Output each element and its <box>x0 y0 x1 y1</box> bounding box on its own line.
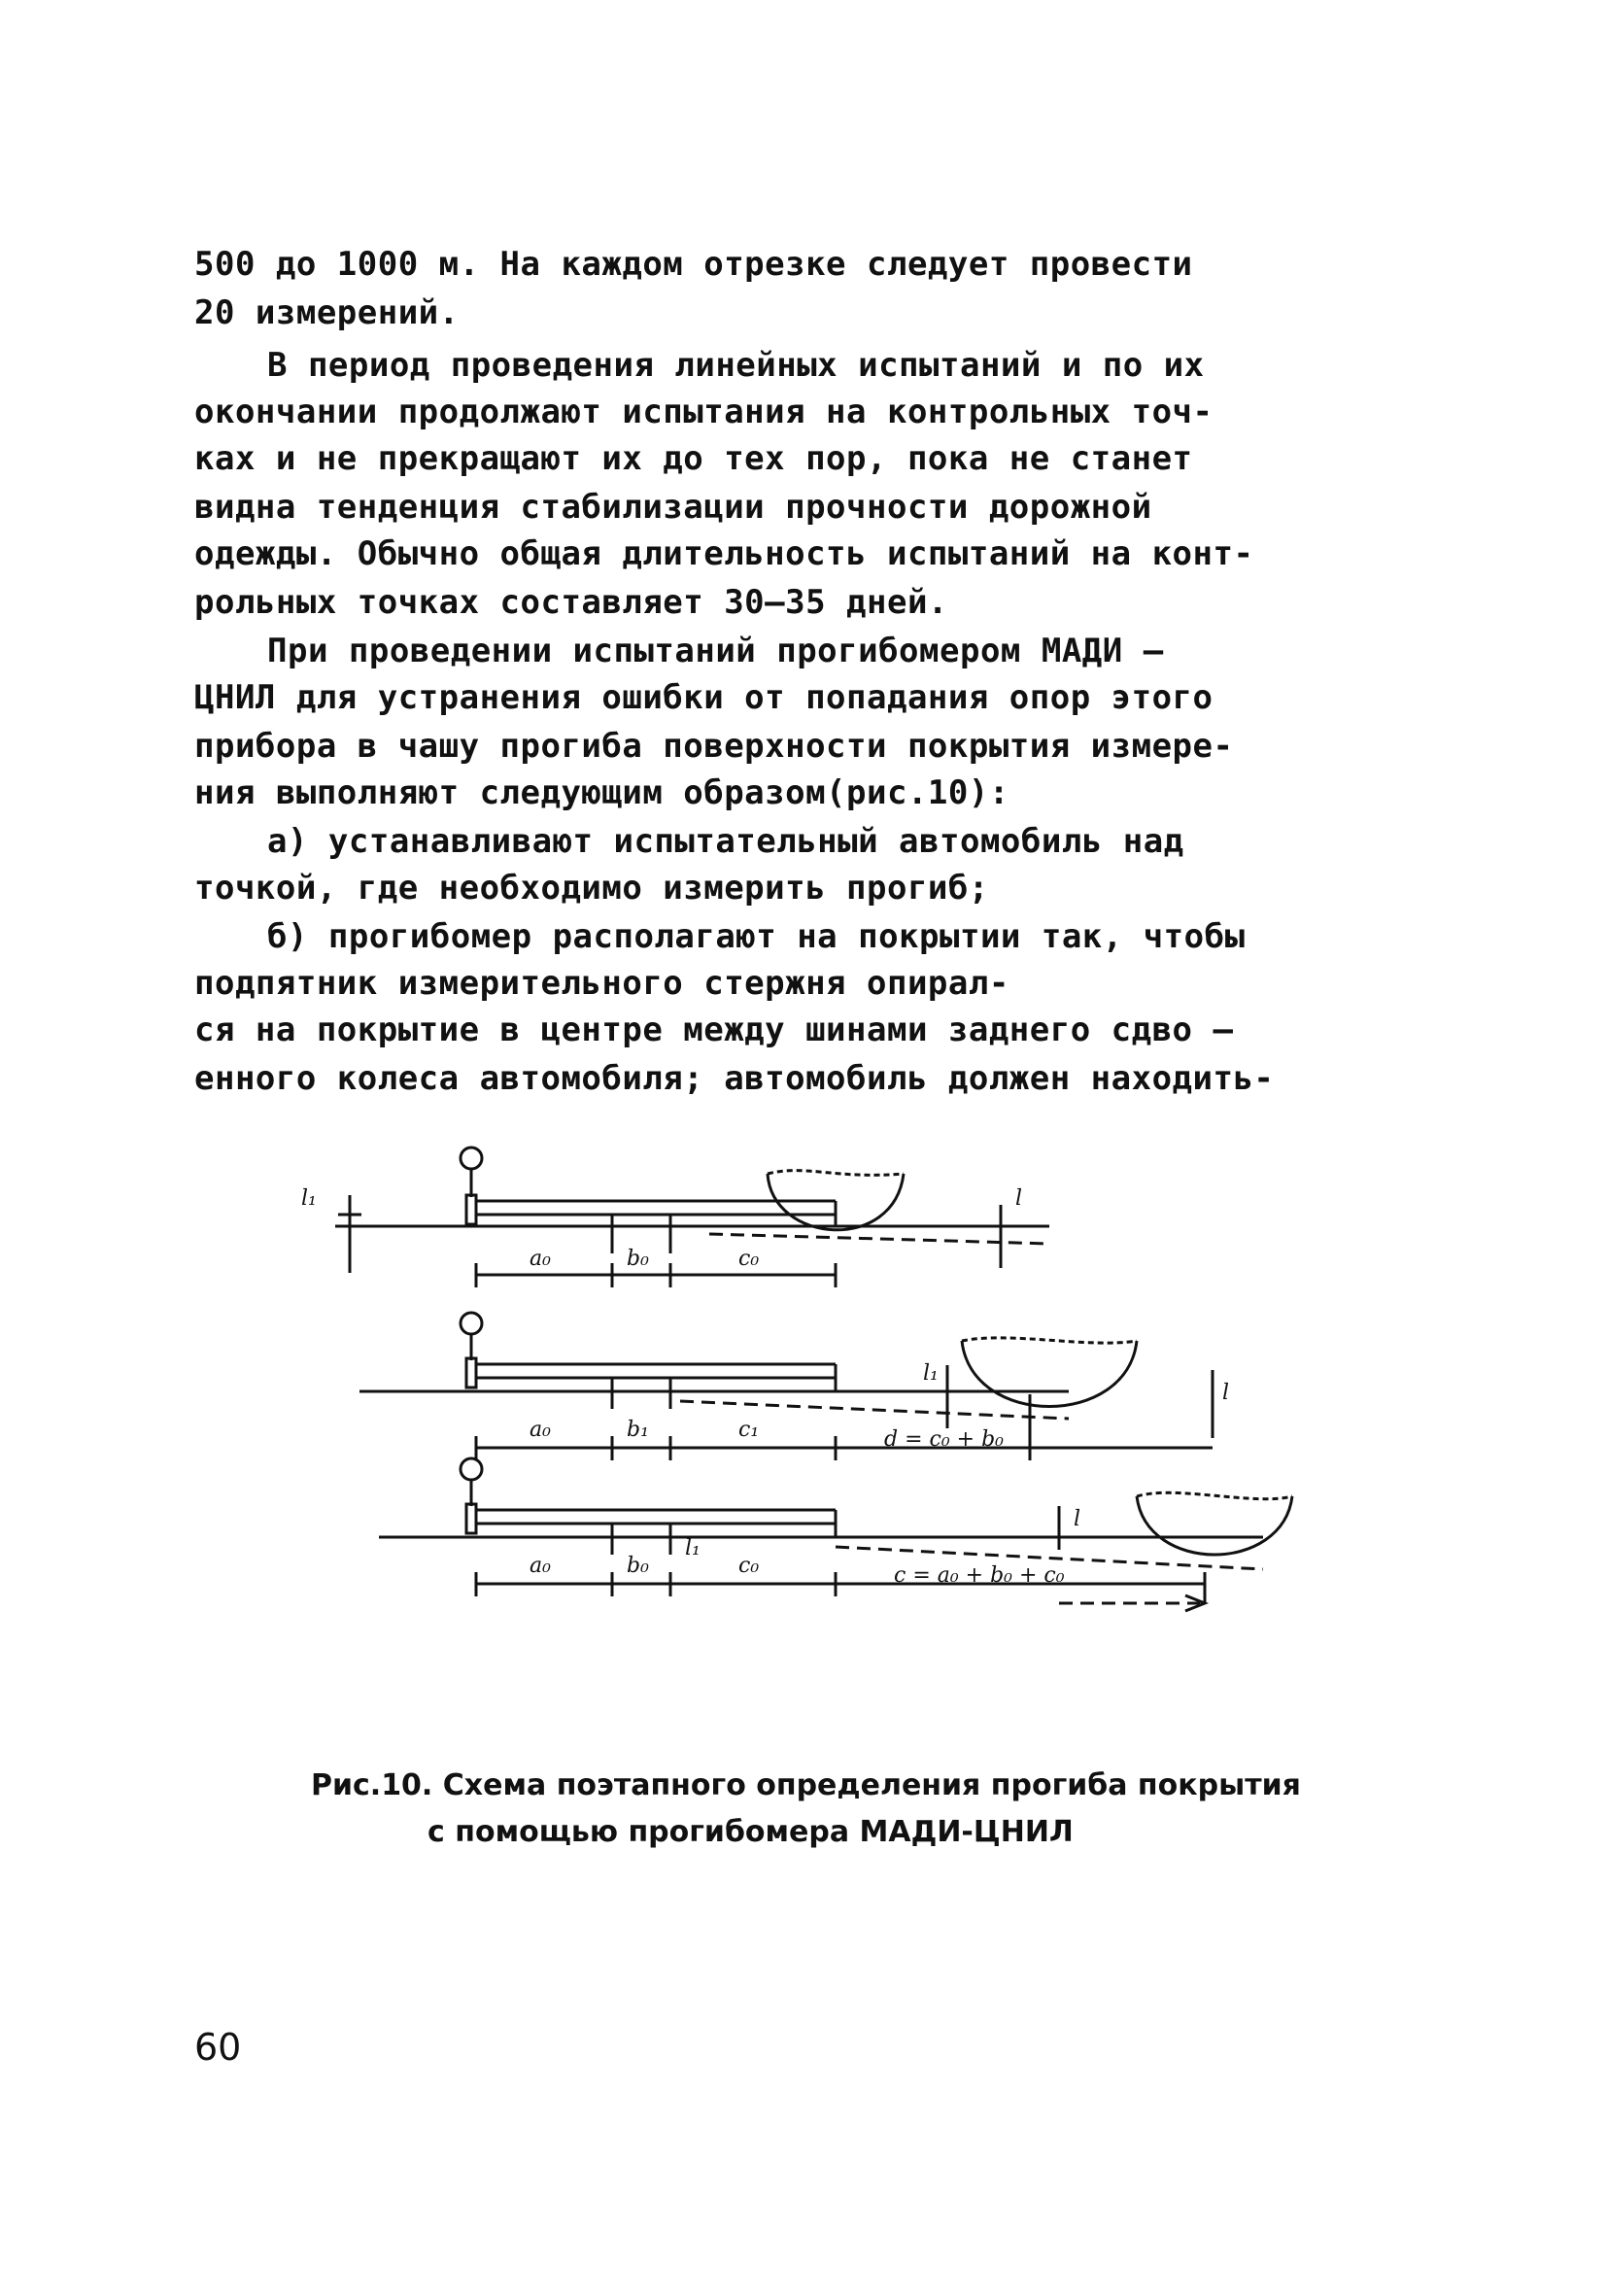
text-line: прибора в чашу прогиба поверхности покрытия измере- <box>194 727 1234 766</box>
text-line: ках и не прекращают их до тех пор, пока не станет <box>194 439 1193 478</box>
text-line: В период проведения линейных испытаний и по их <box>267 346 1205 385</box>
text-line: окончании продолжают испытания на контрольных точ- <box>194 393 1214 431</box>
text-line: ния выполняют следующим образом(рис.10): <box>194 773 1009 812</box>
text-line: 500 до 1000 м. На каждом отрезке следует провести <box>194 245 1193 284</box>
text-line: При проведении испытаний прогибомером МАДИ – <box>267 632 1164 670</box>
label-d-formula: d = c₀ + b₀ <box>884 1427 1004 1452</box>
figure-svg <box>291 1137 1341 1681</box>
label-l-stage2: l <box>1222 1381 1230 1405</box>
label-l1-stage3: l₁ <box>685 1536 701 1560</box>
stage-3-diagram <box>379 1458 1292 1611</box>
label-c0-stage3: c₀ <box>738 1554 760 1578</box>
text-line: рольных точках составляет 30–35 дней. <box>194 583 948 622</box>
text-line: подпятник измерительного стержня опирал- <box>194 964 1009 1003</box>
label-b0: b₀ <box>627 1247 649 1271</box>
label-a0-stage2: a₀ <box>530 1418 551 1442</box>
label-b0-stage3: b₀ <box>627 1554 649 1578</box>
stage-2-diagram <box>359 1313 1213 1460</box>
text-line: ся на покрытие в центре между шинами заднего сдво – <box>194 1011 1234 1049</box>
text-line: одежды. Обычно общая длительность испытаний на конт- <box>194 534 1254 573</box>
label-l-stage3: l <box>1074 1507 1081 1531</box>
label-a0: a₀ <box>530 1247 551 1271</box>
page-number: 60 <box>194 2026 242 2069</box>
label-c0: c₀ <box>738 1247 760 1271</box>
text-line: 20 измерений. <box>194 293 460 332</box>
text-line: точкой, где необходимо измерить прогиб; <box>194 869 989 908</box>
caption-line-1: Рис.10. Схема поэтапного определения прогиба покрытия <box>311 1768 1301 1802</box>
text-line: енного колеса автомобиля; автомобиль должен находить- <box>194 1059 1275 1098</box>
label-a0-stage3: a₀ <box>530 1554 551 1578</box>
text-line: видна тенденция стабилизации прочности дорожной <box>194 488 1152 527</box>
text-line: а) устанавливают испытательный автомобиль над <box>267 822 1184 861</box>
text-line: б) прогибомер располагают на покрытии так, чтобы <box>267 917 1246 956</box>
deflection-scheme-figure <box>291 1137 1341 1681</box>
label-l1-stage2: l₁ <box>923 1361 939 1386</box>
label-c1: c₁ <box>738 1418 760 1442</box>
text-line: ЦНИЛ для устранения ошибки от попадания опор этого <box>194 678 1214 717</box>
label-c-formula: c = a₀ + b₀ + c₀ <box>894 1563 1065 1588</box>
caption-line-2: с помощью прогибомера МАДИ-ЦНИЛ <box>427 1815 1074 1849</box>
label-l1: l₁ <box>301 1186 317 1211</box>
label-b1: b₁ <box>627 1418 649 1442</box>
label-l: l <box>1015 1186 1023 1211</box>
stage-1-diagram <box>335 1148 1049 1287</box>
